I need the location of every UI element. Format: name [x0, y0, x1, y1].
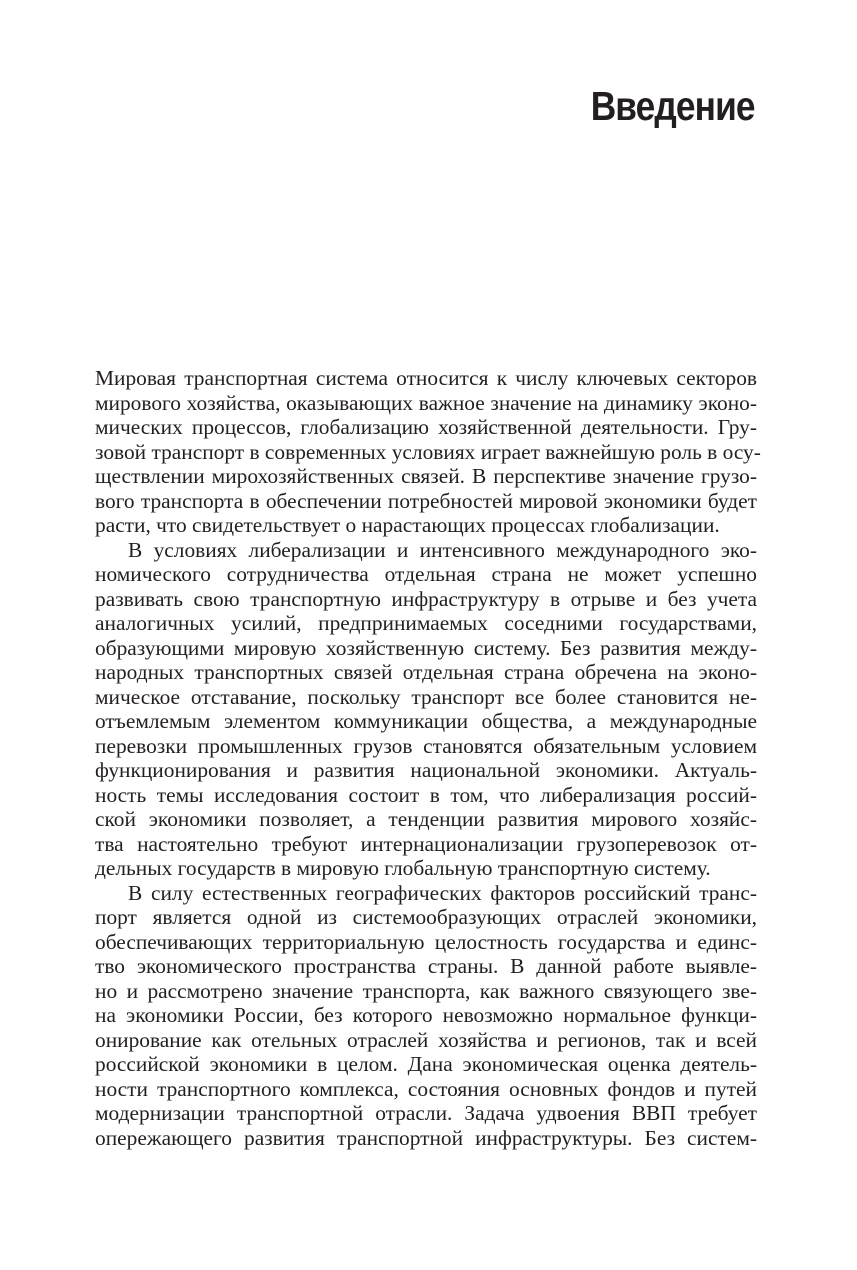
text-line: аналогичных усилий, предпринимаемых соседними государствами, — [95, 611, 757, 635]
text-line: тво экономического пространства страны. В данной работе выявле- — [95, 954, 757, 978]
text-line: развивать свою транспортную инфраструктуру в отрыве и без учета — [95, 586, 757, 611]
text-line: вого транспорта в обеспечении потребностей мировой экономики будет — [95, 488, 757, 513]
text-line: ществлении мирохозяйственных связей. В перспективе значение грузо- — [95, 464, 757, 488]
text-line: дельных государств в мировую глобальную транспортную систему. — [95, 856, 711, 880]
text-line: мическое отставание, поскольку транспорт все более становится не- — [95, 684, 757, 709]
text-line: порт является одной из системообразующих отраслей экономики, — [95, 905, 757, 929]
text-line: мических процессов, глобализацию хозяйственной деятельности. Гру- — [95, 415, 757, 439]
text-line: онирование как отельных отраслей хозяйства и регионов, так и всей — [95, 1027, 757, 1052]
text-line: обеспечивающих территориальную целостность государства и единс- — [95, 929, 757, 954]
body-text — [95, 366, 761, 1150]
text-line: В условиях либерализации и интенсивного международного эко- — [128, 537, 757, 562]
text-line: но и рассмотрено значение транспорта, как важного связующего зве- — [95, 978, 757, 1003]
text-line: Мировая транспортная система относится к числу ключевых секторов — [95, 366, 757, 390]
chapter-title: Введение — [591, 83, 755, 129]
text-line: ность темы исследования состоит в том, что либерализация россий- — [95, 782, 757, 807]
text-line: тва настоятельно требуют интернационализации грузоперевозок от- — [95, 831, 757, 856]
text-line: отъемлемым элементом коммуникации общества, а международные — [95, 709, 757, 733]
text-line: российской экономики в целом. Дана экономическая оценка деятель- — [95, 1052, 757, 1076]
text-line: перевозки промышленных грузов становятся обязательным условием — [95, 733, 757, 758]
text-line: В силу естественных географических факторов российский транс- — [128, 880, 757, 905]
text-line: мирового хозяйства, оказывающих важное значение на динамику эконо- — [95, 390, 757, 415]
text-line: функционирования и развития национальной экономики. Актуаль- — [95, 758, 757, 782]
text-line: на экономики России, без которого невозможно нормальное функци- — [95, 1003, 757, 1027]
text-line: образующими мировую хозяйственную систему. Без развития между- — [95, 635, 757, 660]
text-line: опережающего развития транспортной инфраструктуры. Без систем- — [95, 1125, 757, 1150]
text-line: расти, что свидетельствует о нарастающих процессах глобализации. — [95, 513, 720, 537]
text-line: народных транспортных связей отдельная страна обречена на эконо- — [95, 660, 757, 684]
text-line: ской экономики позволяет, а тенденции развития мирового хозяйс- — [95, 807, 757, 831]
text-line: модернизации транспортной отрасли. Задача удвоения ВВП требует — [95, 1101, 757, 1125]
text-line: ности транспортного комплекса, состояния основных фондов и путей — [95, 1076, 757, 1101]
text-line: номического сотрудничества отдельная страна не может успешно — [95, 562, 757, 586]
text-line: зовой транспорт в современных условиях играет важнейшую роль в осу- — [95, 439, 761, 464]
